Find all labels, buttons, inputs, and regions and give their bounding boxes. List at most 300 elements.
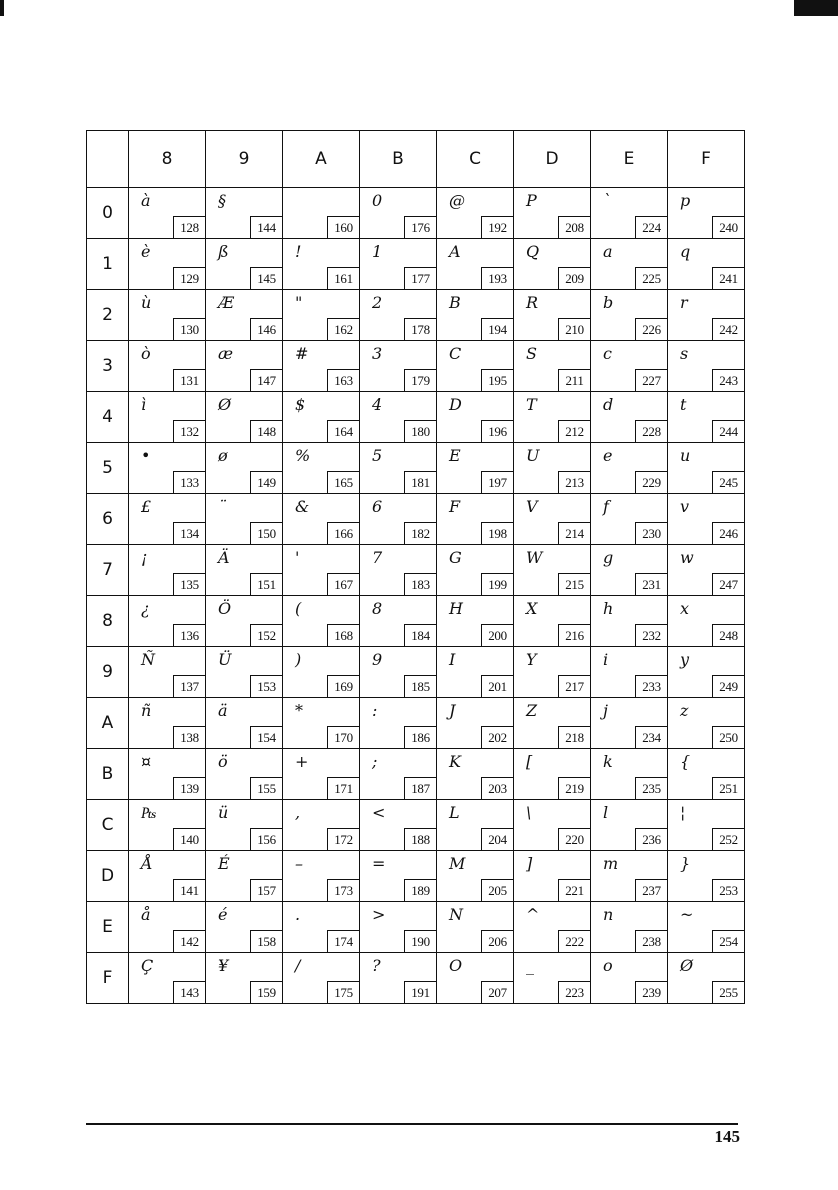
character-glyph: ò — [141, 344, 151, 363]
character-cell — [283, 290, 360, 341]
character-cell — [360, 545, 437, 596]
character-glyph: 8 — [372, 599, 383, 618]
decimal-code-box: 211 — [558, 369, 590, 391]
character-glyph: K — [449, 752, 461, 771]
table-row — [87, 698, 745, 749]
decimal-code-box: 250 — [712, 726, 744, 748]
table-row — [87, 545, 745, 596]
decimal-code-box: 131 — [173, 369, 205, 391]
decimal-code-box: 216 — [558, 624, 590, 646]
character-cell — [668, 341, 745, 392]
character-cell — [514, 392, 591, 443]
character-cell — [360, 647, 437, 698]
character-glyph: i — [603, 650, 609, 669]
character-cell — [437, 902, 514, 953]
character-glyph: ¡ — [141, 548, 148, 567]
character-code-table — [86, 130, 745, 1004]
decimal-code-box: 137 — [173, 675, 205, 697]
decimal-code-box: 253 — [712, 879, 744, 901]
decimal-code-box: 179 — [404, 369, 436, 391]
character-cell — [514, 698, 591, 749]
column-header: C — [437, 131, 514, 188]
character-cell — [129, 239, 206, 290]
character-glyph: D — [449, 395, 462, 414]
character-cell — [514, 596, 591, 647]
character-cell — [437, 392, 514, 443]
character-cell — [360, 188, 437, 239]
decimal-code-box: 172 — [327, 828, 359, 850]
character-cell — [129, 545, 206, 596]
character-glyph: > — [372, 905, 386, 924]
decimal-code-box: 212 — [558, 420, 590, 442]
page-number: 145 — [714, 1127, 740, 1146]
character-cell — [514, 647, 591, 698]
character-glyph: U — [526, 446, 540, 465]
character-cell — [360, 749, 437, 800]
character-cell — [591, 953, 668, 1004]
character-cell — [206, 596, 283, 647]
table-row — [87, 443, 745, 494]
character-cell — [668, 290, 745, 341]
character-glyph: , — [295, 803, 301, 822]
decimal-code-box: 152 — [250, 624, 282, 646]
character-cell — [514, 545, 591, 596]
character-glyph: < — [372, 803, 386, 822]
character-glyph: d — [603, 395, 614, 414]
decimal-code-box: 149 — [250, 471, 282, 493]
character-cell — [129, 188, 206, 239]
decimal-code-box: 164 — [327, 420, 359, 442]
row-header: 2 — [87, 290, 129, 341]
decimal-code-box: 160 — [327, 216, 359, 238]
character-glyph: 9 — [372, 650, 383, 669]
character-cell — [668, 902, 745, 953]
character-cell — [206, 647, 283, 698]
character-cell — [129, 749, 206, 800]
decimal-code-box: 240 — [712, 216, 744, 238]
character-cell — [283, 647, 360, 698]
row-header: A — [87, 698, 129, 749]
character-cell — [514, 341, 591, 392]
character-glyph: ! — [295, 242, 302, 261]
character-glyph: u — [680, 446, 691, 465]
character-glyph: ; — [372, 752, 378, 771]
decimal-code-box: 169 — [327, 675, 359, 697]
character-glyph: ì — [141, 395, 147, 414]
decimal-code-box: 238 — [635, 930, 667, 952]
character-glyph: & — [295, 497, 310, 516]
character-glyph: f — [603, 497, 609, 516]
character-glyph: t — [680, 395, 687, 414]
character-cell — [437, 494, 514, 545]
character-cell — [591, 239, 668, 290]
decimal-code-box: 156 — [250, 828, 282, 850]
character-cell — [206, 188, 283, 239]
character-glyph: ? — [372, 956, 381, 975]
character-glyph: V — [526, 497, 538, 516]
character-glyph: p — [680, 191, 691, 210]
character-cell — [206, 749, 283, 800]
character-cell — [591, 647, 668, 698]
decimal-code-box: 198 — [481, 522, 513, 544]
character-cell — [591, 698, 668, 749]
character-glyph: _ — [526, 956, 534, 975]
character-glyph: A — [449, 242, 461, 261]
character-glyph: Ç — [141, 956, 154, 975]
decimal-code-box: 178 — [404, 318, 436, 340]
decimal-code-box: 220 — [558, 828, 590, 850]
decimal-code-box: 223 — [558, 981, 590, 1003]
character-glyph: • — [141, 446, 151, 465]
row-header: 9 — [87, 647, 129, 698]
character-cell — [591, 392, 668, 443]
character-glyph: q — [680, 242, 691, 261]
decimal-code-box: 144 — [250, 216, 282, 238]
decimal-code-box: 254 — [712, 930, 744, 952]
character-glyph: å — [141, 905, 151, 924]
column-header: F — [668, 131, 745, 188]
character-cell — [668, 545, 745, 596]
row-header: 7 — [87, 545, 129, 596]
character-glyph: = — [372, 854, 386, 873]
decimal-code-box: 165 — [327, 471, 359, 493]
character-glyph: N — [449, 905, 463, 924]
decimal-code-box: 206 — [481, 930, 513, 952]
character-glyph: 1 — [372, 242, 383, 261]
character-cell — [591, 443, 668, 494]
decimal-code-box: 232 — [635, 624, 667, 646]
character-cell — [206, 494, 283, 545]
decimal-code-box: 233 — [635, 675, 667, 697]
decimal-code-box: 150 — [250, 522, 282, 544]
character-cell — [514, 290, 591, 341]
decimal-code-box: 213 — [558, 471, 590, 493]
character-cell — [668, 800, 745, 851]
character-glyph: ( — [295, 599, 302, 618]
character-cell — [514, 239, 591, 290]
decimal-code-box: 239 — [635, 981, 667, 1003]
character-glyph: ü — [218, 803, 229, 822]
character-glyph: P — [526, 191, 537, 210]
character-glyph: z — [680, 701, 689, 720]
character-cell — [283, 953, 360, 1004]
character-glyph: S — [526, 344, 537, 363]
decimal-code-box: 229 — [635, 471, 667, 493]
character-cell — [437, 443, 514, 494]
character-cell — [360, 494, 437, 545]
decimal-code-box: 221 — [558, 879, 590, 901]
character-glyph: W — [526, 548, 543, 567]
decimal-code-box: 196 — [481, 420, 513, 442]
character-glyph: ^ — [526, 905, 540, 924]
character-glyph: è — [141, 242, 151, 261]
registration-mark-right — [794, 0, 838, 16]
character-cell — [129, 392, 206, 443]
character-glyph: c — [603, 344, 612, 363]
character-glyph: J — [449, 701, 456, 720]
character-glyph: j — [603, 701, 608, 720]
character-cell — [129, 443, 206, 494]
character-cell — [591, 341, 668, 392]
character-cell — [129, 341, 206, 392]
character-glyph: ñ — [141, 701, 152, 720]
character-glyph: b — [603, 293, 614, 312]
decimal-code-box: 161 — [327, 267, 359, 289]
row-header: C — [87, 800, 129, 851]
character-glyph: { — [680, 752, 691, 771]
decimal-code-box: 153 — [250, 675, 282, 697]
character-cell — [514, 443, 591, 494]
character-cell — [514, 188, 591, 239]
character-cell — [591, 749, 668, 800]
row-header: 8 — [87, 596, 129, 647]
character-cell — [591, 800, 668, 851]
decimal-code-box: 136 — [173, 624, 205, 646]
character-glyph: $ — [295, 395, 306, 414]
character-glyph: v — [680, 497, 690, 516]
decimal-code-box: 242 — [712, 318, 744, 340]
character-glyph: Ø — [218, 395, 232, 414]
character-glyph: ] — [526, 854, 533, 873]
character-cell — [668, 596, 745, 647]
decimal-code-box: 173 — [327, 879, 359, 901]
character-glyph: : — [372, 701, 378, 720]
decimal-code-box: 186 — [404, 726, 436, 748]
character-glyph: – — [295, 854, 303, 873]
decimal-code-box: 199 — [481, 573, 513, 595]
character-glyph: . — [295, 905, 301, 924]
decimal-code-box: 139 — [173, 777, 205, 799]
character-cell — [437, 290, 514, 341]
decimal-code-box: 176 — [404, 216, 436, 238]
character-cell — [206, 698, 283, 749]
character-cell — [591, 851, 668, 902]
character-cell — [360, 596, 437, 647]
character-cell — [668, 851, 745, 902]
decimal-code-box: 170 — [327, 726, 359, 748]
column-header: E — [591, 131, 668, 188]
character-cell — [668, 188, 745, 239]
character-cell — [514, 800, 591, 851]
character-cell — [283, 851, 360, 902]
character-glyph: } — [680, 854, 691, 873]
character-glyph: £ — [141, 497, 152, 516]
decimal-code-box: 218 — [558, 726, 590, 748]
character-cell — [437, 647, 514, 698]
decimal-code-box: 248 — [712, 624, 744, 646]
decimal-code-box: 235 — [635, 777, 667, 799]
character-cell — [514, 953, 591, 1004]
decimal-code-box: 163 — [327, 369, 359, 391]
table-row — [87, 239, 745, 290]
character-glyph: e — [603, 446, 613, 465]
column-header-row — [87, 131, 745, 188]
table-body — [87, 188, 745, 1004]
decimal-code-box: 203 — [481, 777, 513, 799]
character-cell — [283, 443, 360, 494]
corner-cell — [87, 131, 129, 188]
character-cell — [437, 851, 514, 902]
character-cell — [437, 239, 514, 290]
character-cell — [206, 239, 283, 290]
character-cell — [668, 392, 745, 443]
decimal-code-box: 189 — [404, 879, 436, 901]
character-glyph: m — [603, 854, 619, 873]
character-cell — [591, 188, 668, 239]
character-glyph: é — [218, 905, 228, 924]
character-glyph: ä — [218, 701, 228, 720]
decimal-code-box: 234 — [635, 726, 667, 748]
character-glyph: 2 — [372, 293, 383, 312]
row-header: B — [87, 749, 129, 800]
character-glyph: s — [680, 344, 689, 363]
decimal-code-box: 236 — [635, 828, 667, 850]
character-glyph: ₧ — [141, 803, 157, 822]
character-glyph: 5 — [372, 446, 383, 465]
decimal-code-box: 135 — [173, 573, 205, 595]
decimal-code-box: 188 — [404, 828, 436, 850]
table-row — [87, 953, 745, 1004]
character-cell — [591, 494, 668, 545]
decimal-code-box: 205 — [481, 879, 513, 901]
character-glyph: " — [295, 293, 303, 312]
character-glyph: ¿ — [141, 599, 150, 618]
character-cell — [437, 800, 514, 851]
character-glyph: n — [603, 905, 614, 924]
character-cell — [360, 392, 437, 443]
character-glyph: [ — [526, 752, 533, 771]
character-glyph: E — [449, 446, 461, 465]
character-cell — [206, 902, 283, 953]
table-row — [87, 902, 745, 953]
decimal-code-box: 167 — [327, 573, 359, 595]
decimal-code-box: 224 — [635, 216, 667, 238]
decimal-code-box: 185 — [404, 675, 436, 697]
column-header: 8 — [129, 131, 206, 188]
row-header: 5 — [87, 443, 129, 494]
character-glyph: x — [680, 599, 690, 618]
decimal-code-box: 210 — [558, 318, 590, 340]
character-cell — [360, 902, 437, 953]
decimal-code-box: 147 — [250, 369, 282, 391]
decimal-code-box: 162 — [327, 318, 359, 340]
decimal-code-box: 130 — [173, 318, 205, 340]
character-glyph: T — [526, 395, 537, 414]
decimal-code-box: 209 — [558, 267, 590, 289]
character-cell — [283, 392, 360, 443]
character-glyph: ' — [295, 548, 300, 567]
character-glyph: ø — [218, 446, 228, 465]
character-glyph: 7 — [372, 548, 383, 567]
character-cell — [591, 545, 668, 596]
character-glyph: y — [680, 650, 690, 669]
row-header: D — [87, 851, 129, 902]
character-glyph: H — [449, 599, 463, 618]
decimal-code-box: 252 — [712, 828, 744, 850]
decimal-code-box: 194 — [481, 318, 513, 340]
character-cell — [283, 494, 360, 545]
decimal-code-box: 226 — [635, 318, 667, 340]
character-glyph: ¤ — [141, 752, 152, 771]
decimal-code-box: 217 — [558, 675, 590, 697]
character-glyph: Ö — [218, 599, 232, 618]
decimal-code-box: 237 — [635, 879, 667, 901]
decimal-code-box: 151 — [250, 573, 282, 595]
decimal-code-box: 174 — [327, 930, 359, 952]
decimal-code-box: 197 — [481, 471, 513, 493]
decimal-code-box: 228 — [635, 420, 667, 442]
decimal-code-box: 138 — [173, 726, 205, 748]
character-glyph: k — [603, 752, 613, 771]
column-header: D — [514, 131, 591, 188]
decimal-code-box: 141 — [173, 879, 205, 901]
character-cell — [360, 698, 437, 749]
character-glyph: ù — [141, 293, 152, 312]
decimal-code-box: 184 — [404, 624, 436, 646]
table-row — [87, 851, 745, 902]
decimal-code-box: 202 — [481, 726, 513, 748]
character-cell — [206, 953, 283, 1004]
character-glyph: § — [218, 191, 226, 210]
character-cell — [668, 647, 745, 698]
table-row — [87, 392, 745, 443]
character-cell — [668, 443, 745, 494]
character-cell — [360, 290, 437, 341]
character-glyph: @ — [449, 191, 465, 210]
character-cell — [437, 698, 514, 749]
character-cell — [283, 188, 360, 239]
character-cell — [437, 341, 514, 392]
table-row — [87, 596, 745, 647]
decimal-code-box: 208 — [558, 216, 590, 238]
decimal-code-box: 214 — [558, 522, 590, 544]
character-glyph: ö — [218, 752, 228, 771]
character-cell — [668, 749, 745, 800]
character-cell — [129, 698, 206, 749]
character-cell — [206, 392, 283, 443]
decimal-code-box: 187 — [404, 777, 436, 799]
character-glyph: Q — [526, 242, 540, 261]
character-cell — [668, 698, 745, 749]
character-glyph: 4 — [372, 395, 383, 414]
decimal-code-box: 195 — [481, 369, 513, 391]
registration-mark-left — [0, 0, 4, 16]
character-glyph: w — [680, 548, 694, 567]
character-cell — [437, 953, 514, 1004]
character-glyph: 3 — [372, 344, 383, 363]
character-cell — [437, 188, 514, 239]
character-glyph: h — [603, 599, 614, 618]
decimal-code-box: 222 — [558, 930, 590, 952]
character-glyph: \ — [526, 803, 532, 822]
table-row — [87, 494, 745, 545]
character-cell — [591, 902, 668, 953]
character-cell — [206, 545, 283, 596]
column-header: A — [283, 131, 360, 188]
row-header: 0 — [87, 188, 129, 239]
row-header: 3 — [87, 341, 129, 392]
decimal-code-box: 247 — [712, 573, 744, 595]
row-header: 6 — [87, 494, 129, 545]
character-glyph: G — [449, 548, 462, 567]
decimal-code-box: 244 — [712, 420, 744, 442]
character-glyph: Ü — [218, 650, 232, 669]
table-row — [87, 290, 745, 341]
character-cell — [668, 494, 745, 545]
character-glyph: ) — [295, 650, 302, 669]
character-glyph: g — [603, 548, 614, 567]
decimal-code-box: 183 — [404, 573, 436, 595]
